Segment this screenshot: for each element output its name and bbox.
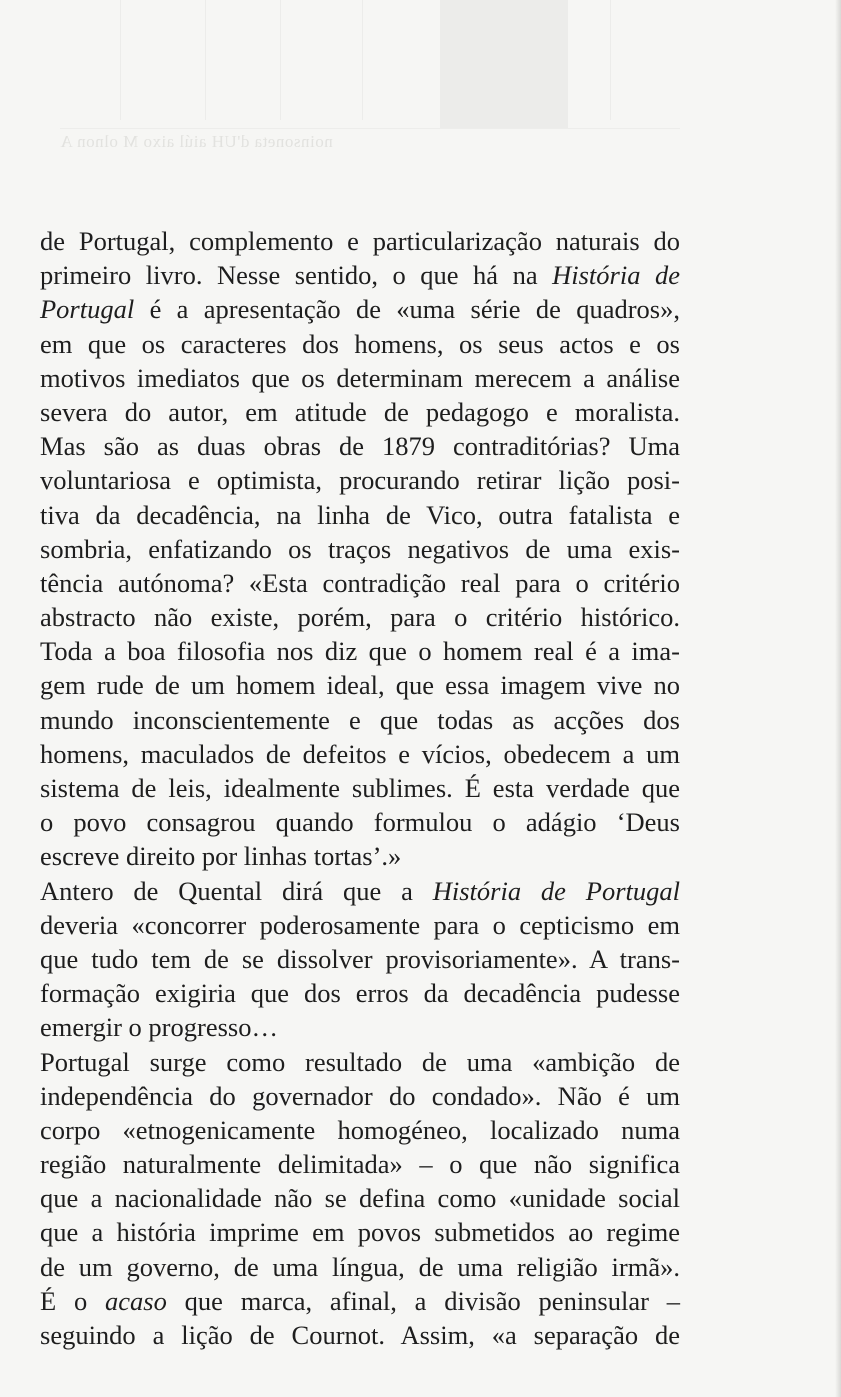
- text-segment: abstracto não existe, porém, para o critério histórico.: [40, 602, 680, 633]
- text-segment: Toda a boa filosofia nos diz que o homem real é a ima-: [40, 636, 680, 667]
- text-segment: corpo «etnogenicamente homogéneo, localizado numa: [40, 1114, 680, 1145]
- bleed-through-line: [120, 0, 121, 120]
- text-line: [40, 1318, 680, 1352]
- text-line: [40, 839, 680, 873]
- text-segment: Antero de Quental dirá que a: [40, 875, 433, 906]
- text-line: [40, 874, 680, 908]
- text-segment: o povo consagrou quando formulou o adágio ‘Deus: [40, 807, 680, 838]
- text-line: [40, 395, 680, 429]
- text-line: [40, 737, 680, 771]
- text-segment: gem rude de um homem ideal, que essa imagem vive no: [40, 670, 680, 701]
- text-line: [40, 668, 680, 702]
- text-segment: tência autónoma? «Esta contradição real para o critério: [40, 567, 680, 598]
- text-line: [40, 805, 680, 839]
- text-line: [40, 1181, 680, 1215]
- text-segment: em que os caracteres dos homens, os seus actos e os: [40, 328, 680, 359]
- text-segment: formação exigiria que dos erros da decadência pudesse: [40, 978, 680, 1009]
- text-line: [40, 1284, 680, 1318]
- bleed-through-line: [205, 0, 206, 120]
- text-line: [40, 1045, 680, 1079]
- text-segment: Mas são as duas obras de 1879 contraditórias? Uma: [40, 431, 680, 462]
- bleed-through-line: [362, 0, 363, 120]
- bleed-through-area: [0, 0, 841, 180]
- text-segment: que a nacionalidade não se defina como «unidade social: [40, 1183, 680, 1214]
- text-line: [40, 532, 680, 566]
- text-line: [40, 224, 680, 258]
- text-line: [40, 1147, 680, 1181]
- text-segment: é a apresentação de «uma série de quadros»,: [134, 294, 680, 325]
- text-segment: severa do autor, em atitude de pedagogo e moralista.: [40, 396, 680, 427]
- text-segment: É o: [40, 1285, 106, 1316]
- text-line: [40, 1215, 680, 1249]
- italic-text: Portugal: [40, 294, 135, 325]
- text-segment: que marca, afinal, a divisão peninsular –: [166, 1285, 680, 1316]
- bleed-through-running-head: noinsoneta d'UH aiúl aixo M olnon A: [60, 132, 333, 151]
- text-segment: Portugal surge como resultado de uma «ambição de: [40, 1046, 680, 1077]
- italic-text: História de: [552, 260, 680, 291]
- text-line: [40, 292, 680, 326]
- italic-text: acaso: [105, 1285, 167, 1316]
- text-line: [40, 566, 680, 600]
- bleed-through-rule: [60, 128, 680, 129]
- body-text: [40, 224, 680, 1352]
- text-line: [40, 429, 680, 463]
- text-line: [40, 1010, 680, 1044]
- text-line: [40, 463, 680, 497]
- text-segment: emergir o progresso…: [40, 1012, 278, 1043]
- text-segment: independência do governador do condado». Não é um: [40, 1080, 680, 1111]
- text-segment: seguindo a lição de Cournot. Assim, «a separação de: [40, 1320, 680, 1350]
- text-segment: sombria, enfatizando os traços negativos de uma exis-: [40, 533, 680, 564]
- text-line: [40, 1113, 680, 1147]
- text-segment: de Portugal, complemento e particularização naturais do: [40, 226, 680, 256]
- text-line: [40, 976, 680, 1010]
- text-line: [40, 771, 680, 805]
- text-line: [40, 327, 680, 361]
- text-line: [40, 942, 680, 976]
- text-line: [40, 703, 680, 737]
- page-edge: [835, 0, 841, 1397]
- text-line: [40, 361, 680, 395]
- text-segment: deveria «concorrer poderosamente para o cepticismo em: [40, 909, 680, 940]
- text-segment: mundo inconscientemente e que todas as acções dos: [40, 704, 680, 735]
- text-line: [40, 258, 680, 292]
- text-line: [40, 634, 680, 668]
- text-segment: primeiro livro. Nesse sentido, o que há na: [40, 260, 553, 291]
- text-segment: sistema de leis, idealmente sublimes. É esta verdade que: [40, 773, 680, 803]
- text-segment: tiva da decadência, na linha de Vico, outra fatalista e: [40, 499, 680, 530]
- bleed-through-block: [440, 0, 568, 128]
- italic-text: História de Portugal: [432, 875, 680, 906]
- text-line: [40, 498, 680, 532]
- text-segment: que tudo tem de se dissolver provisoriamente». A trans-: [40, 943, 680, 974]
- bleed-through-line: [610, 0, 611, 120]
- text-segment: voluntariosa e optimista, procurando retirar lição posi-: [40, 465, 680, 496]
- text-segment: escreve direito por linhas tortas’.»: [40, 841, 402, 872]
- text-line: [40, 1079, 680, 1113]
- bleed-through-line: [280, 0, 281, 120]
- text-line: [40, 1250, 680, 1284]
- text-segment: homens, maculados de defeitos e vícios, obedecem a um: [40, 738, 680, 769]
- text-segment: região naturalmente delimitada» – o que não significa: [40, 1149, 680, 1180]
- text-segment: de um governo, de uma língua, de uma religião irmã».: [40, 1251, 680, 1282]
- text-line: [40, 908, 680, 942]
- text-segment: motivos imediatos que os determinam merecem a análise: [40, 362, 680, 393]
- text-line: [40, 600, 680, 634]
- text-segment: que a história imprime em povos submetidos ao regime: [40, 1217, 680, 1248]
